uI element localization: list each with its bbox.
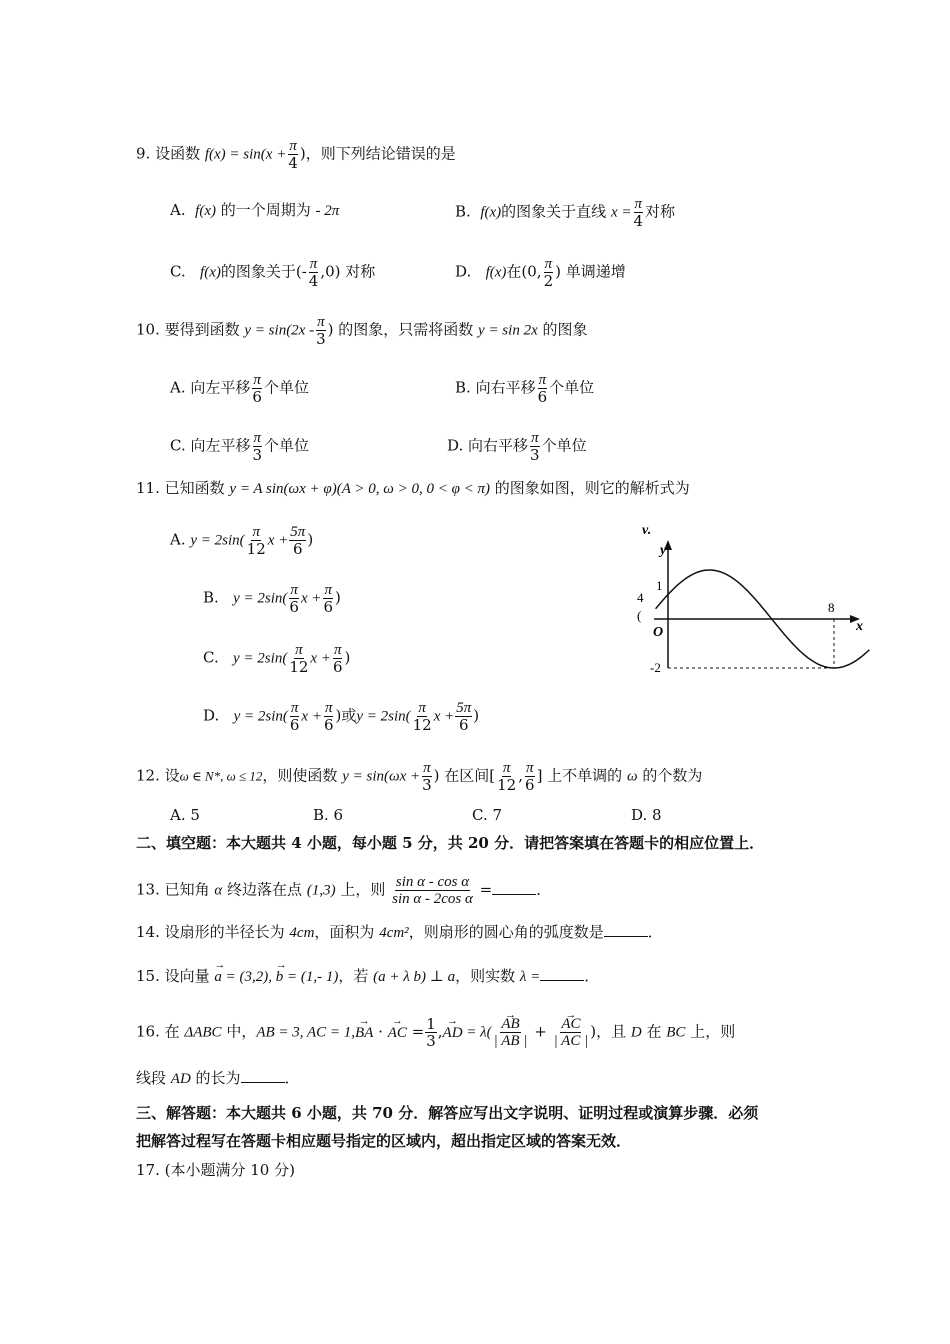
y-min-label: -2 <box>650 660 661 675</box>
q16-answer-blank <box>241 1068 285 1083</box>
y-axis-label: y <box>660 543 667 558</box>
q16-line1: 16. 在 ΔABC 中，AB = 3, AC = 1,→ BA · → AC = $\frac{1}{3}$ ,→ AD = λ( → $\frac{AB}{| AB |}$ + → $\frac{AC}{| AC |}$ )，且 D 在 BC 上，则 <box>136 1016 735 1049</box>
q9-option-a: A. f(x) 的一个周期为 - 2π <box>170 201 340 219</box>
q11-option-d: D. y = 2sin( $\frac{\pi}{6}$ x + $\frac{\pi}{6}$ )或y = 2sin( $\frac{\pi}{12}$ x + $\frac{5\pi}{6}$ ) <box>203 700 480 734</box>
q11-option-a: A. y = 2sin( $\frac{\pi}{12}$ x + $\frac{5\pi}{6}$ ) <box>170 524 314 558</box>
q12-choice-c: C. 7 <box>472 806 503 824</box>
x-axis-label: x <box>856 619 863 634</box>
q12-stem: 12. 设ω ∈ N*, ω ≤ 12，则使函数 y = sin(ωx + $\frac{\pi}{3}$ ) 在区间[ $\frac{\pi}{12}$ , $\frac{\pi}{6}$ ] 上不单调的 ω 的个数为 <box>136 760 703 794</box>
q13: 13. 已知角 α 终边落在点 (1,3) 上，则 $\frac{\text{sin α - cos α}}{\text{sin α - 2cos α}}$ = ． <box>136 874 552 907</box>
y-max-label: 1 <box>656 578 663 593</box>
q9-option-d: D. f(x)在(0, $\frac{\pi}{2}$ ) 单调递增 <box>455 256 626 290</box>
q14: 14. 设扇形的半径长为 4cm，面积为 4cm²，则扇形的圆心角的弧度数是 ． <box>136 923 663 941</box>
q10-option-d: D. 向右平移 $\frac{\pi}{3}$ 个单位 <box>447 430 587 464</box>
section-3-heading-line2: 把解答过程写在答题卡相应题号指定的区域内，超出指定区域的答案无效． <box>136 1132 632 1150</box>
q9-stem: 9. 设函数 f(x) = sin(x + $\frac{\pi}{4}$ )，则下列结论错误的是 <box>136 138 456 172</box>
x-tick-label: 8 <box>828 600 835 615</box>
origin-label: O <box>653 625 664 640</box>
q10-option-a: A. 向左平移 $\frac{\pi}{6}$ 个单位 <box>170 372 309 406</box>
q12-choice-b: B. 6 <box>313 806 344 824</box>
q11-option-c: C. y = 2sin( $\frac{\pi}{12}$ x + $\frac{\pi}{6}$ ) <box>203 642 351 676</box>
q12-choice-d: D. 8 <box>631 806 662 824</box>
q17-heading: 17. (本小题满分 10 分) <box>136 1161 295 1179</box>
graph-edge-v: v. <box>642 523 652 538</box>
q15: 15. 设向量 → a = (3,2), → b = (1,- 1)，若 (a + λ b) ⊥ a，则实数 λ = ． <box>136 964 599 987</box>
q11-stem: 11. 已知函数 y = A sin(ωx + φ)(A > 0, ω > 0, 0 < φ < π) 的图象如图，则它的解析式为 <box>136 479 690 497</box>
q14-answer-blank <box>604 922 648 937</box>
q10-option-b: B. 向右平移 $\frac{\pi}{6}$ 个单位 <box>455 372 595 406</box>
q9-option-c: C. f(x)的图象关于(- $\frac{\pi}{4}$ ,0) 对称 <box>170 256 376 290</box>
sine-graph <box>636 518 872 688</box>
graph-edge-c: ( <box>637 608 642 623</box>
q16-line2: 线段 AD 的长为 ． <box>136 1069 300 1087</box>
q13-answer-blank <box>492 880 536 895</box>
q10-option-c: C. 向左平移 $\frac{\pi}{3}$ 个单位 <box>170 430 310 464</box>
section-3-heading-line1: 三、解答题：本大题共 6 小题，共 70 分．解答应写出文字说明、证明过程或演算步骤．必须 <box>136 1104 759 1122</box>
q10-stem: 10. 要得到函数 y = sin(2x - $\frac{\pi}{3}$ ) 的图象，只需将函数 y = sin 2x 的图象 <box>136 314 588 348</box>
graph-edge-4: 4 <box>637 590 644 605</box>
q11-option-b: B. y = 2sin( $\frac{\pi}{6}$ x + $\frac{\pi}{6}$ ) <box>203 582 341 616</box>
q9-option-b: B. f(x)的图象关于直线 x = $\frac{\pi}{4}$ 对称 <box>455 196 676 230</box>
q15-answer-blank <box>540 966 584 981</box>
section-2-heading: 二、填空题：本大题共 4 小题，每小题 5 分，共 20 分．请把答案填在答题卡的相应位置上． <box>136 834 765 852</box>
q12-choice-a: A. 5 <box>170 806 200 824</box>
